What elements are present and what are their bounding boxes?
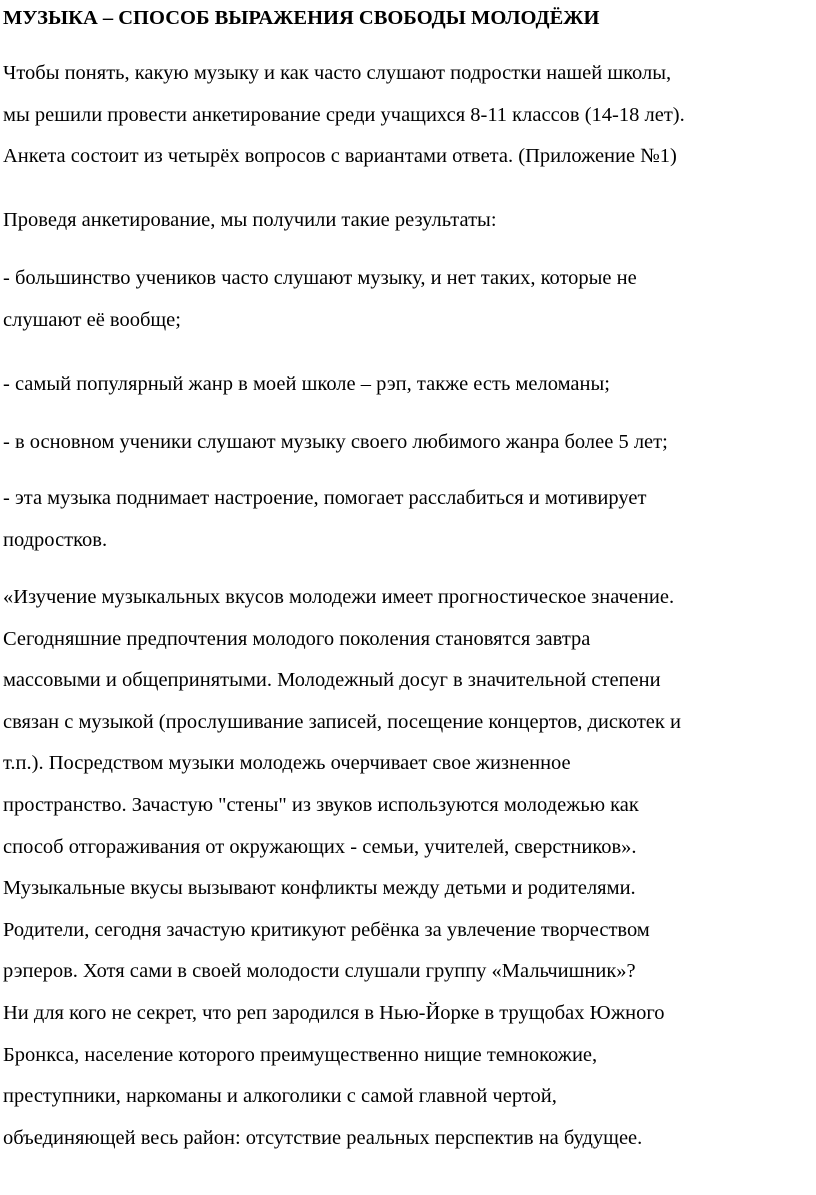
result-item-genre <box>3 364 815 406</box>
intro-paragraph <box>3 53 815 178</box>
result-item-listening <box>3 258 815 341</box>
text-line: преступники, наркоманы и алкоголики с самой главной чертой, <box>3 1085 557 1108</box>
text-line: Анкета состоит из четырёх вопросов с вариантами ответа. (Приложение №1) <box>3 145 677 168</box>
text-line: - самый популярный жанр в моей школе – рэп, также есть меломаны; <box>3 373 610 395</box>
text-line: рэперов. Хотя сами в своей молодости слушали группу «Мальчишник»? <box>3 960 636 983</box>
text-line: пространство. Зачастую "стены" из звуков используются молодежью как <box>3 793 639 816</box>
text-line: Проведя анкетирование, мы получили такие результаты: <box>3 209 497 231</box>
text-line: Родители, сегодня зачастую критикуют ребёнка за увлечение творчеством <box>3 918 650 941</box>
text-line: слушают её вообще; <box>3 308 181 331</box>
text-line: - в основном ученики слушают музыку своего любимого жанра более 5 лет; <box>3 431 668 453</box>
text-line: подростков. <box>3 528 108 551</box>
result-item-duration <box>3 422 815 464</box>
text-line: Бронкса, население которого преимущественно нищие темнокожие, <box>3 1043 598 1066</box>
quote-paragraph <box>3 577 815 1159</box>
text-line: связан с музыкой (прослушивание записей, посещение концертов, дискотек и <box>3 710 681 733</box>
text-line: Чтобы понять, какую музыку и как часто слушают подростки нашей школы, <box>3 62 672 84</box>
text-line: - большинство учеников часто слушают музыку, и нет таких, которые не <box>3 267 637 289</box>
text-line: т.п.). Посредством музыки молодежь очерчивает свое жизненное <box>3 752 571 775</box>
text-line: Сегодняшние предпочтения молодого поколения становятся завтра <box>3 627 591 650</box>
result-item-effect <box>3 478 815 561</box>
text-line: Ни для кого не секрет, что реп зародился в Нью-Йорке в трущобах Южного <box>3 1001 665 1024</box>
text-line: мы решили провести анкетирование среди учащихся 8-11 классов (14-18 лет). <box>3 103 685 126</box>
results-intro-paragraph <box>3 200 815 242</box>
text-line: - эта музыка поднимает настроение, помогает расслабиться и мотивирует <box>3 487 647 509</box>
text-line: способ отгораживания от окружающих - семьи, учителей, сверстников». <box>3 835 637 858</box>
text-line: объединяющей весь район: отсутствие реальных перспектив на будущее. <box>3 1126 643 1149</box>
text-line: массовыми и общепринятыми. Молодежный досуг в значительной степени <box>3 669 661 692</box>
text-line: «Изучение музыкальных вкусов молодежи имеет прогностическое значение. <box>3 586 675 608</box>
text-line: Музыкальные вкусы вызывают конфликты между детьми и родителями. <box>3 877 636 900</box>
document-title: МУЗЫКА – СПОСОБ ВЫРАЖЕНИЯ СВОБОДЫ МОЛОДЁЖИ <box>3 7 600 29</box>
